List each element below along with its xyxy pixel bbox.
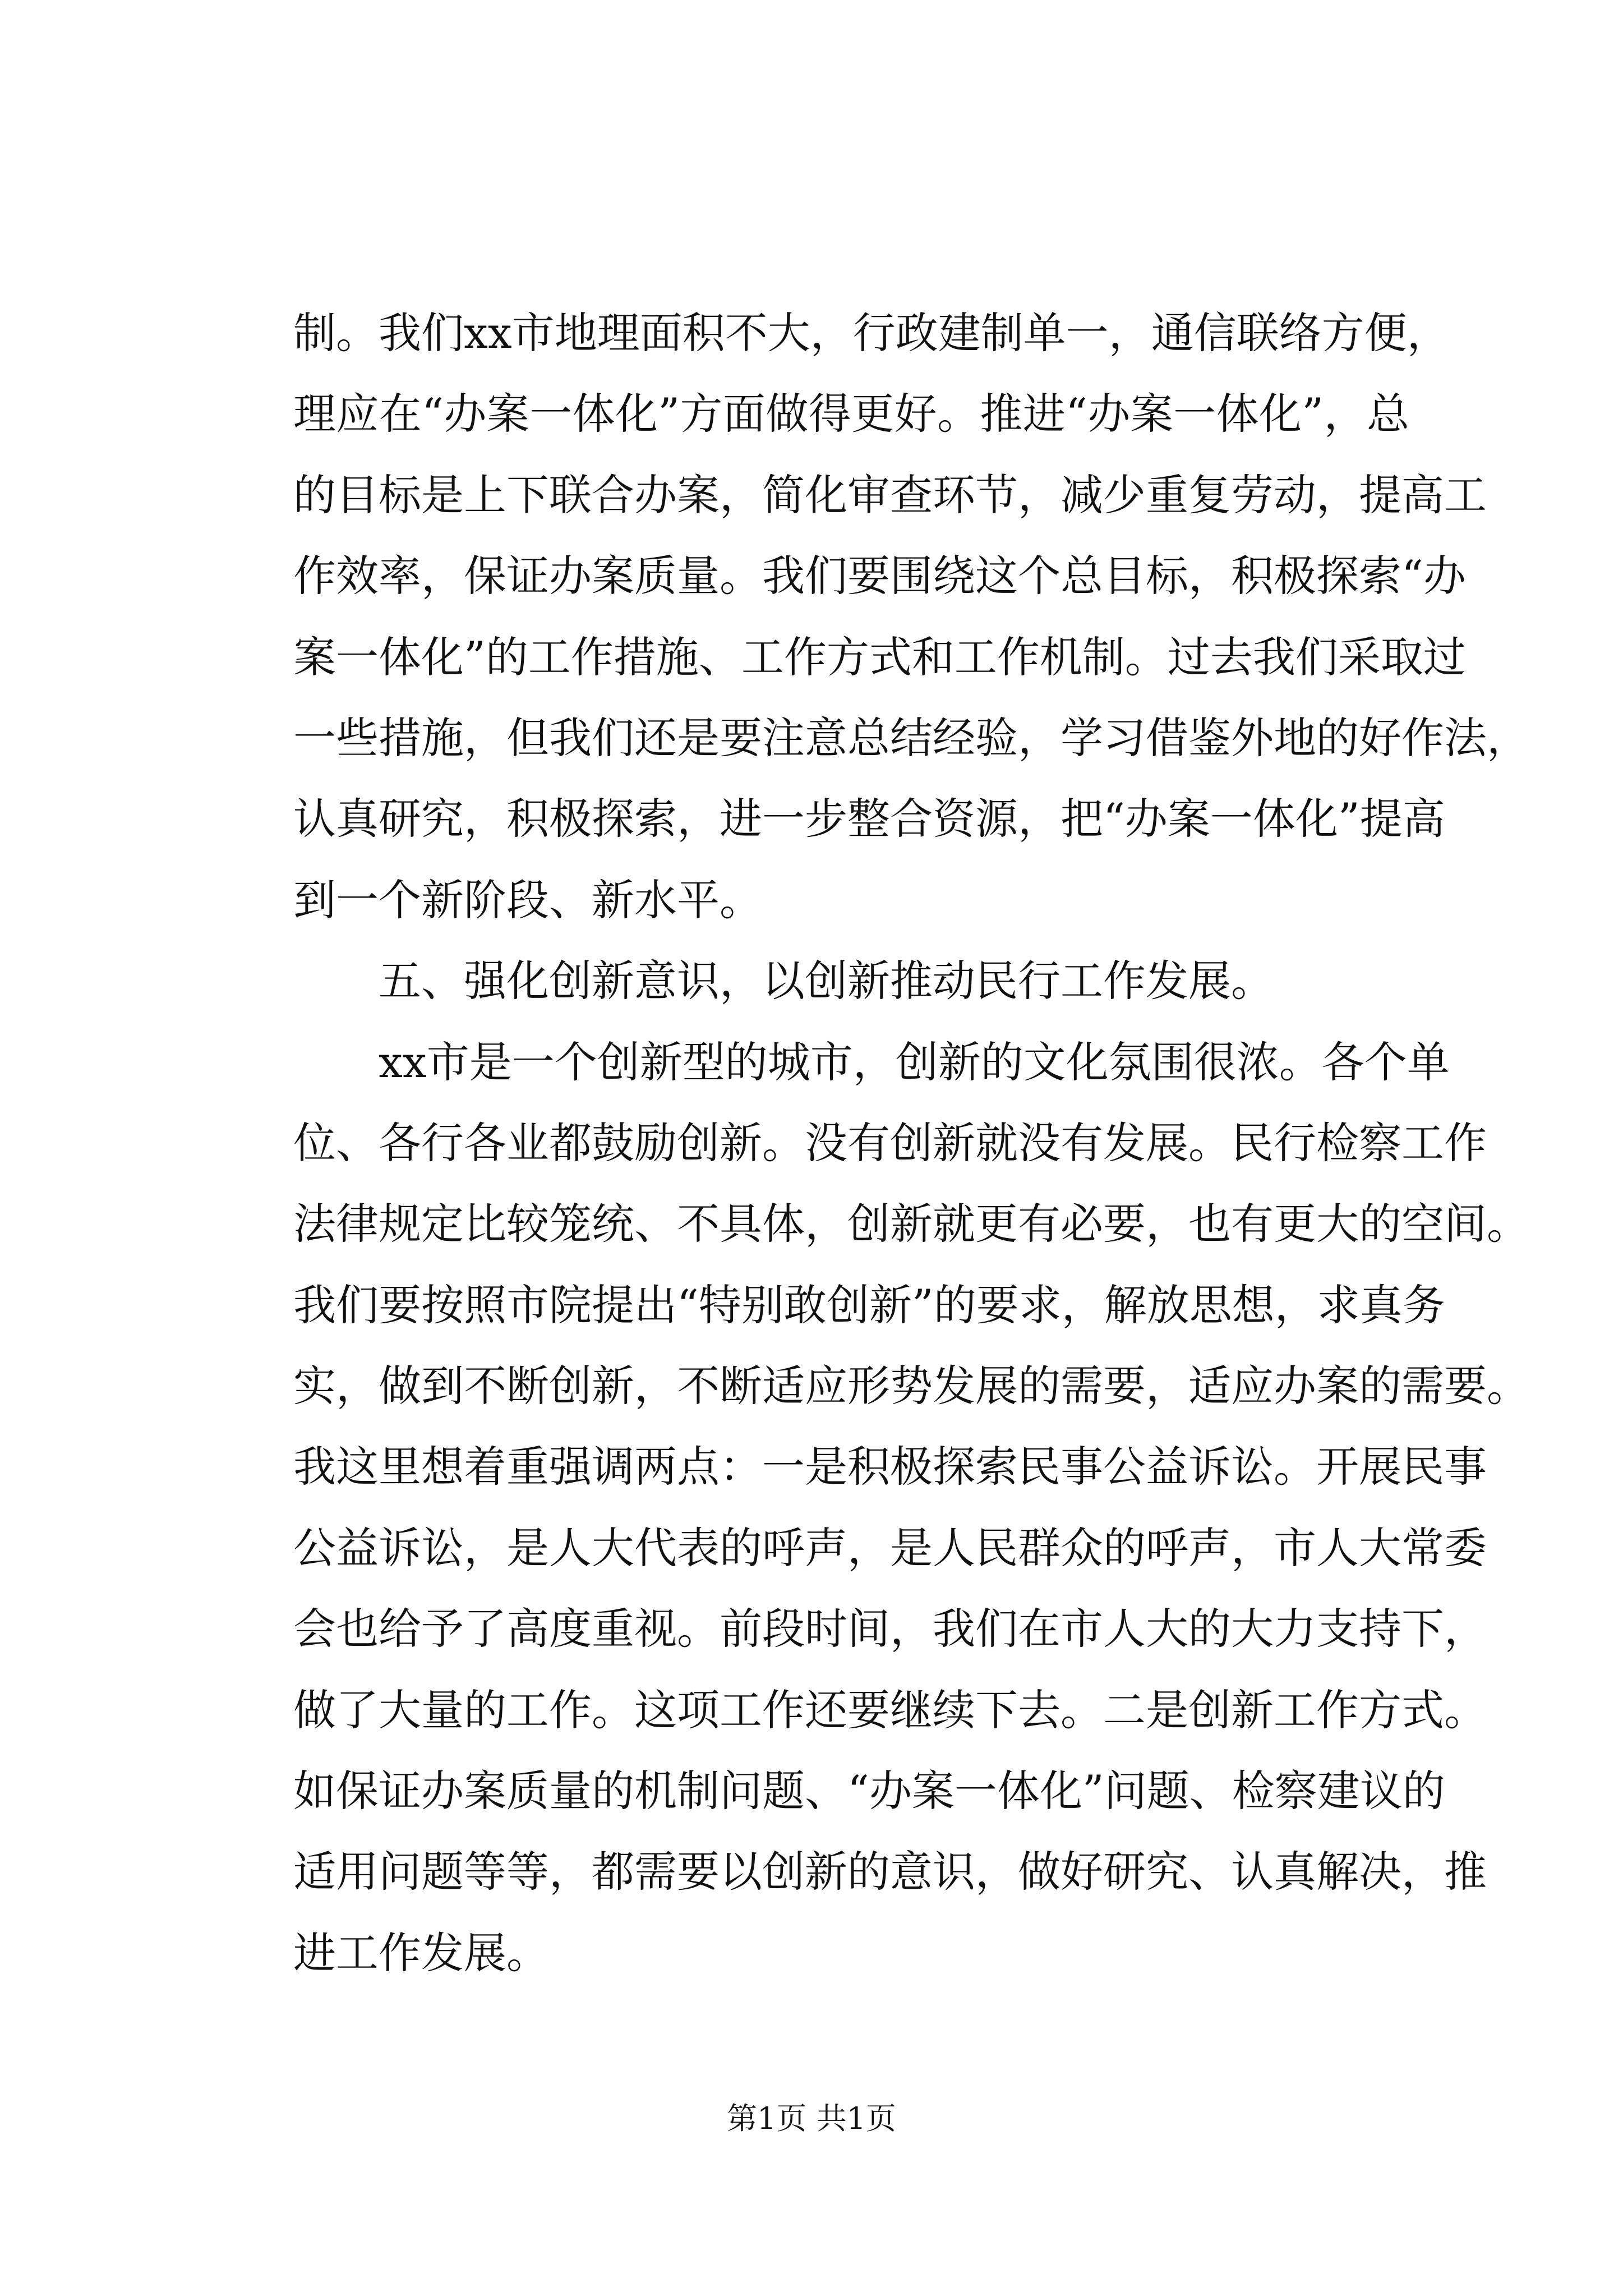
text-line: 如保证办案质量的机制问题、“办案一体化”问题、检察建议的 bbox=[293, 1766, 1445, 1816]
text-line: xx市是一个创新型的城市，创新的文化氛围很浓。各个单 bbox=[379, 1037, 1450, 1087]
text-line: 进工作发展。 bbox=[293, 1927, 549, 1978]
section-heading: 五、强化创新意识，以创新推动民行工作发展。 bbox=[379, 956, 1274, 1006]
text-line: 实，做到不断创新，不断适应形势发展的需要，适应办案的需要。 bbox=[293, 1361, 1529, 1411]
text-line: 会也给予了高度重视。前段时间，我们在市人大的大力支持下， bbox=[293, 1604, 1487, 1654]
text-line: 作效率，保证办案质量。我们要围绕这个总目标，积极探索“办 bbox=[293, 551, 1466, 601]
text-line: 制。我们xx市地理面积不大，行政建制单一，通信联络方便， bbox=[293, 308, 1450, 358]
text-line: 到一个新阶段、新水平。 bbox=[293, 875, 762, 925]
text-line: 我这里想着重强调两点：一是积极探索民事公益诉讼。开展民事 bbox=[293, 1442, 1487, 1492]
document-body bbox=[293, 293, 1529, 1994]
text-line: 认真研究，积极探索，进一步整合资源，把“办案一体化”提高 bbox=[293, 794, 1445, 844]
text-line: 的目标是上下联合办案，简化审查环节，减少重复劳动，提高工 bbox=[293, 470, 1487, 520]
text-line: 我们要按照市院提出“特别敢创新”的要求，解放思想，求真务 bbox=[293, 1280, 1445, 1330]
text-line: 法律规定比较笼统、不具体，创新就更有必要，也有更大的空间。 bbox=[293, 1199, 1529, 1249]
text-line: 公益诉讼，是人大代表的呼声，是人民群众的呼声，市人大常委 bbox=[293, 1522, 1487, 1573]
text-line: 位、各行各业都鼓励创新。没有创新就没有发展。民行检察工作 bbox=[293, 1117, 1487, 1168]
text-line: 做了大量的工作。这项工作还要继续下去。二是创新工作方式。 bbox=[293, 1685, 1487, 1735]
page-number-footer: 第1页 共1页 bbox=[727, 2101, 896, 2136]
text-line: 一些措施，但我们还是要注意总结经验，学习借鉴外地的好作法， bbox=[293, 712, 1529, 763]
text-line: 适用问题等等，都需要以创新的意识，做好研究、认真解决，推 bbox=[293, 1847, 1487, 1897]
text-line: 理应在“办案一体化”方面做得更好。推进“办案一体化”，总 bbox=[293, 389, 1409, 439]
text-line: 案一体化”的工作措施、工作方式和工作机制。过去我们采取过 bbox=[293, 632, 1466, 682]
